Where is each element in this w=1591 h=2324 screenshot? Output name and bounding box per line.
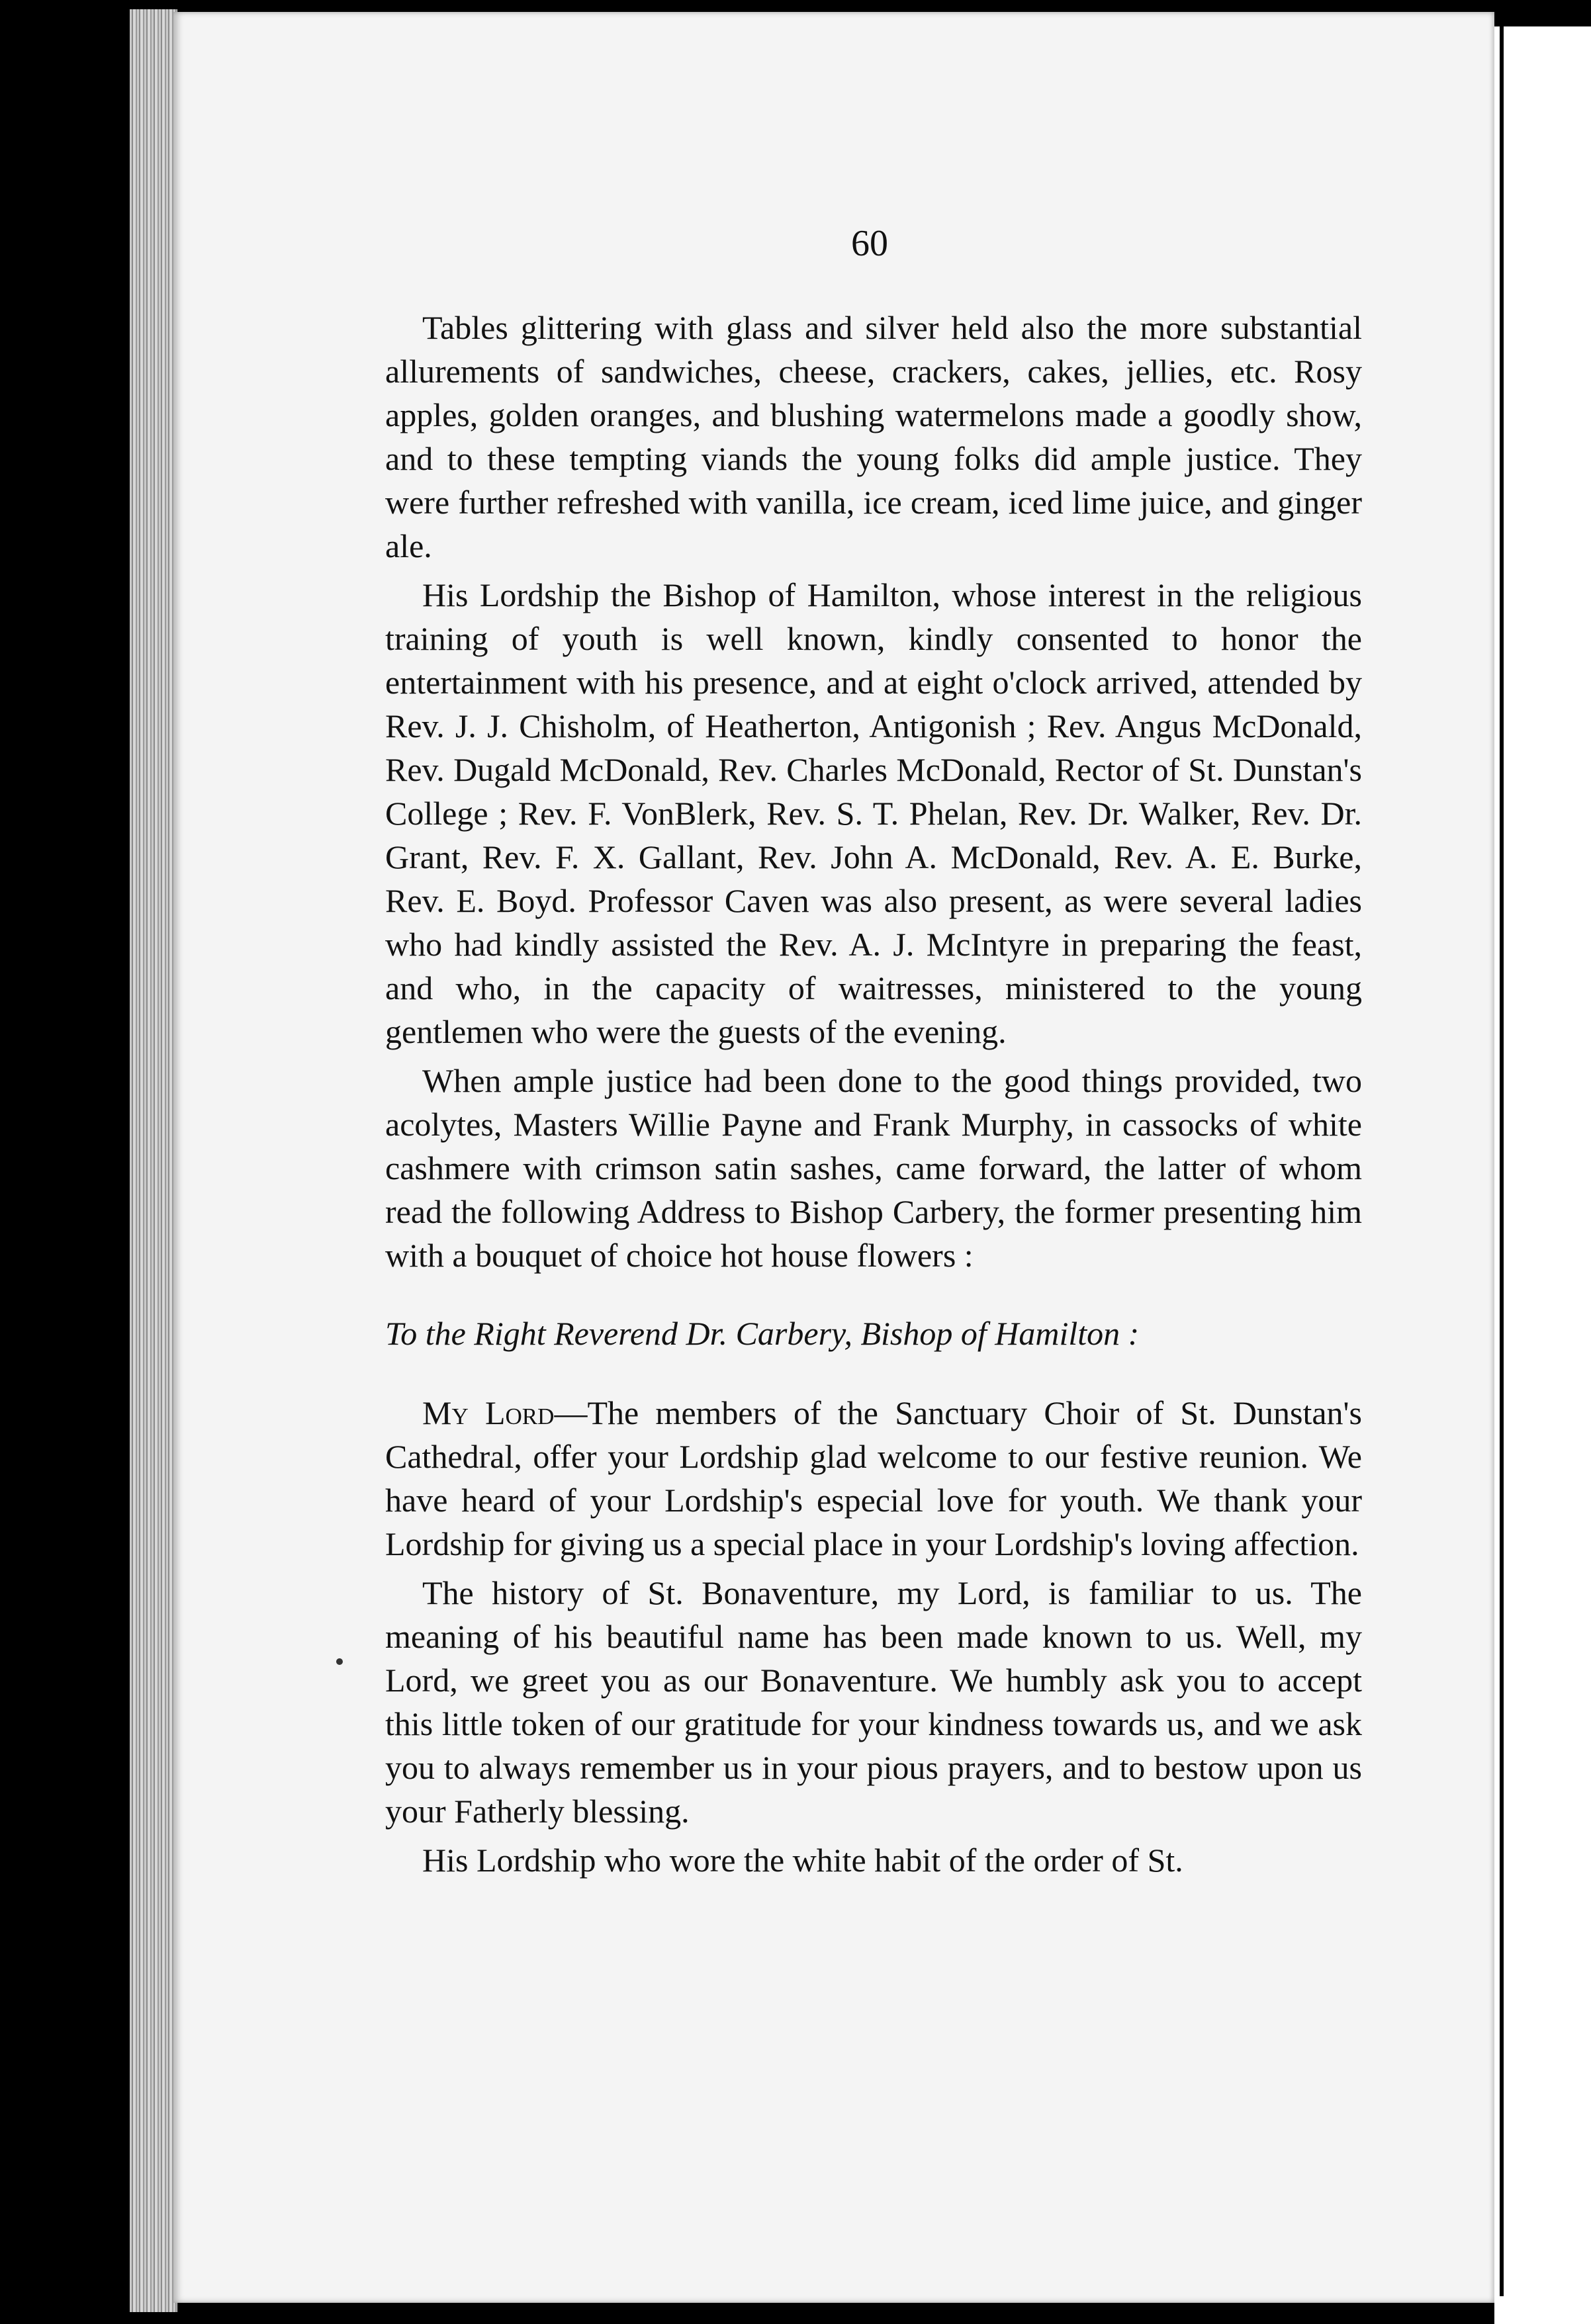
closing-paragraph: His Lordship who wore the white habit of the order of St. [422, 1842, 1183, 1879]
paragraph-bishop-arrival: His Lordship the Bishop of Hamilton, whose interest in the religious training of youth is well known, kindly consented to honor the entertainment with his presence, and at eight o'clock arrived, attended by Rev. J. J. Chisholm, of Heatherton, Antigonish ; Rev. Angus McDonald, Rev. Dugald McDonald, Rev. Charles McDonald, Rector of St. Dunstan's College ; Rev. F. VonBlerk, Rev. S. T. Phelan, Rev. Dr. Walker, Rev. Dr. Grant, Rev. F. X. Gallant, Rev. John A. McDonald, Rev. A. E. Burke, Rev. E. Boyd. Professor Caven was also present, as were several ladies who had kindly assisted the Rev. A. J. McIntyre in preparing the feast, and who, in the capacity of waitresses, ministered to the young gentlemen who were the guests of the evening. [385, 576, 1362, 1050]
body-text [385, 306, 1362, 1887]
paragraph-acolytes: When ample justice had been done to the good things provided, two acolytes, Masters Willie Payne and Frank Murphy, in cassocks of white cashmere with crimson satin sashes, came forward, the latter of whom read the following Address to Bishop Carbery, the former presenting him with a bouquet of choice hot house flowers : [385, 1062, 1362, 1274]
book-page-edges [130, 9, 177, 2312]
paragraph-refreshments: Tables glittering with glass and silver held also the more substantial allurements of sandwiches, cheese, crackers, cakes, jellies, etc. Rosy apples, golden oranges, and blushing watermelons made a goodly show, and to these tempting viands the young folks did ample justice. They were further refreshed with vanilla, ice cream, iced lime juice, and ginger ale. [385, 309, 1362, 564]
address-salutation: My Lord [422, 1394, 555, 1431]
page-number: 60 [851, 223, 888, 264]
address-paragraph-2: The history of St. Bonaventure, my Lord, is familiar to us. The meaning of his beautiful name has been made known to us. Well, my Lord, we greet you as our Bonaventure. We humbly ask you to accept this little token of our gratitude for your kindness towards us, and we ask you to always remember us in your pious prayers, and to bestow upon us your Fatherly blessing. [385, 1574, 1362, 1830]
right-margin-rule [1500, 26, 1504, 2296]
address-opening: —The members of the Sanctuary Choir of St. Dunstan's Cathedral, offer your Lordship glad welcome to our festive reunion. We have heard of your Lordship's especial love for youth. We thank your Lordship for giving us a special place in your Lordship's loving affection. [385, 1394, 1362, 1562]
right-margin [1494, 26, 1591, 2324]
address-paragraph-1 [385, 1391, 1362, 1566]
address-heading: To the Right Reverend Dr. Carbery, Bishop of Hamilton : [385, 1315, 1140, 1352]
margin-mark [336, 1658, 343, 1665]
